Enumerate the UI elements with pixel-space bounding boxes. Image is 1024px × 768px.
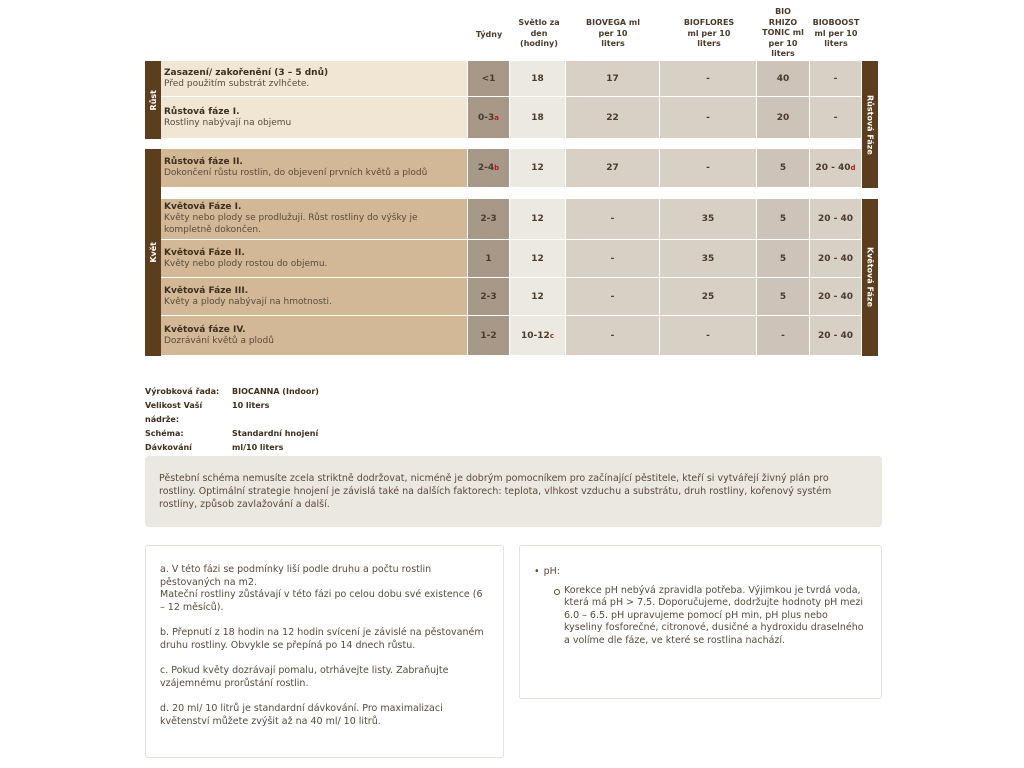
info-note: Pěstební schéma nemusíte zcela striktně dodržovat, nicméně je dobrým pomocníkem pro začínající pěstitele, kteří si vytvářejí živný plán pro rostliny. Optimální strategie hnojení je závislá také na dalších faktorech: teplota, vlhkost vzduchu a substrátu, druh rostliny, kořenový systém rostliny, způsob zavlažování a další. [145,456,882,527]
phase-description: Květy nebo plody rostou do objemu. [164,258,328,269]
light-cell [510,278,566,315]
weeks-cell-value: 0-3 [478,112,495,123]
weeks-cell-value: 1 [485,253,492,264]
footnote: a. V této fázi se podmínky liší podle druhu a počtu rostlin pěstovaných na m2. [160,564,432,588]
ph-text: Korekce pH nebývá zpravidla potřeba. Výjimkou je tvrdá voda, která má pH > 7.5. Doporučujeme, dodržujte hodnoty pH mezi 6.0 – 6.5. pH upravujeme pomocí pH min, pH plus nebo kyseliny fosforečné, citronové, dusičné a hydroxidu draselného a volíme dle fáze, ve které se rostlina nachází. [564,585,869,648]
light-cell-value: 18 [531,73,544,84]
biovega-cell [566,240,660,277]
phase-description: Před použitím substrát zvlhčete. [164,78,310,89]
biovega-cell [566,316,660,355]
bioboost-cell-value: 20 - 40 [817,214,854,224]
rhizo-cell-value: - [781,330,785,341]
weeks-cell-value: 2-3 [480,214,497,224]
phase-cell [161,97,468,138]
table-row [161,278,862,316]
bioboost-cell-value: 20 - 40 [815,163,851,173]
weeks-cell [468,61,510,96]
bioboost-cell [810,199,862,239]
light-cell [510,97,566,138]
light-cell-value: 18 [531,112,544,123]
bioflores-cell [660,97,757,138]
light-cell [510,61,566,96]
header-light: Světlo za den (hodiny) [518,18,560,48]
bioboost-cell [810,97,862,138]
phase-description: Květy a plody nabývají na hmotnosti. [164,296,332,307]
info-row [145,441,319,455]
biovega-cell-value: 27 [606,163,619,173]
biovega-cell-value: 17 [606,73,619,84]
phase-description: Rostliny nabývají na objemu [164,117,292,128]
footnote: Mateční rostliny zůstávají v této fázi po celou dobu své existence (6 – 12 měsíců). [160,589,483,613]
info-value: BIOCANNA (Indoor) [232,387,319,396]
phase-title: Květová Fáze I. [164,202,242,212]
bioboost-cell-value: - [833,73,838,84]
weeks-cell-value: 2-3 [480,291,497,302]
rhizo-cell [757,316,810,355]
weeks-cell [468,240,510,277]
feeding-schedule-table [145,61,878,356]
bioflores-cell [660,240,757,277]
bioflores-cell [660,316,757,355]
phase-title: Květová Fáze II. [164,247,245,258]
info-value: 10 liters [232,401,270,410]
light-cell [510,199,566,239]
biovega-cell [566,61,660,96]
light-cell-value: 12 [531,163,544,173]
side-label-growth: Růst [145,61,161,139]
phase-description: Dokončení růstu rostlin, do objevení prvních květů a plodů [164,168,428,178]
ph-card [519,545,882,699]
phase-cell [161,240,468,277]
phase-title: Růstová fáze I. [164,106,240,117]
table-row [161,97,862,139]
product-info [145,385,319,455]
weeks-cell-value: 2-4 [477,163,495,173]
bioflores-cell-value: 35 [701,214,715,224]
weeks-cell [468,149,510,187]
info-row [145,427,319,441]
light-cell-value: 12 [531,253,544,264]
rhizo-cell-value: 5 [779,291,787,302]
header-rhizo: BIO RHIZO TONIC ml per 10 liters [762,7,804,58]
rhizo-cell [757,149,810,187]
footnote: b. Přepnutí z 18 hodin na 12 hodin svícení je závislé na pěstovaném druhu rostliny. Obvykle se přepíná po 14 dnech růstu. [160,627,484,651]
bioflores-cell-value: 35 [701,253,715,264]
light-cell-value: 12 [531,214,544,224]
weeks-cell-value: 1-2 [480,330,497,341]
bioboost-cell-value: 20 - 40 [817,291,854,302]
bioflores-cell-value: - [706,330,710,341]
rhizo-cell [757,199,810,239]
footnote: d. 20 ml/ 10 litrů je standardní dávkování. Pro maximalizaci květenství můžete zvýšit až na 40 ml/ 10 litrů. [160,703,443,727]
biovega-cell [566,149,660,187]
bioboost-cell [810,240,862,277]
table-row [161,61,862,97]
bioboost-cell-value: 20 - 40 [817,253,854,264]
side-label-bloom-phase: Květová Fáze [862,199,878,356]
header-bioboost: BIOBOOST ml per 10 liters [812,18,860,48]
light-cell-value: 12 [531,291,544,302]
footnote-marker: d [850,164,856,172]
footnote-marker: b [494,164,500,172]
weeks-cell-value: <1 [481,73,496,84]
biovega-cell-value: - [610,330,615,341]
biovega-cell-value: 22 [606,112,619,123]
bioflores-cell-value: - [706,163,710,173]
info-label: Výrobková řada: [145,387,220,396]
header-bioflores: BIOFLORES ml per 10 liters [683,18,735,48]
table-row [161,316,862,356]
phase-cell [161,61,468,96]
biovega-cell [566,278,660,315]
rhizo-cell [757,61,810,96]
rhizo-cell-value: 5 [779,214,787,224]
bioboost-cell [810,61,862,96]
phase-title: Květová Fáze III. [164,285,249,296]
info-label: Dávkování [145,443,192,452]
footnote: c. Pokud květy dozrávají pomalu, otrhávejte listy. Zabraňujte vzájemnému prorůstání rostlin. [160,665,449,689]
weeks-cell [468,316,510,355]
table-row [161,199,862,240]
bioflores-cell-value: - [706,73,710,84]
bullet: • [534,566,540,577]
light-cell [510,149,566,187]
phase-title: Zasazení/ zakořenění (3 – 5 dnů) [164,67,329,78]
table-row [161,240,862,278]
weeks-cell [468,97,510,138]
phase-title: Květová fáze IV. [164,324,246,335]
rhizo-cell-value: 5 [779,253,787,264]
bioflores-cell [660,278,757,315]
light-cell [510,316,566,355]
rhizo-cell [757,97,810,138]
biovega-cell-value: - [610,214,615,224]
light-cell-value: 10-12 [521,330,550,341]
biovega-cell-value: - [610,253,615,264]
biovega-cell-value: - [610,291,615,302]
bioboost-cell [810,278,862,315]
phase-cell [161,278,468,315]
side-label-growth-phase: Růstová Fáze [862,61,878,188]
bioflores-cell [660,199,757,239]
biovega-cell [566,97,660,138]
info-value: Standardní hnojení [232,429,319,438]
rhizo-cell-value: 5 [779,163,787,173]
phase-description: Dozrávání květů a plodů [164,335,274,346]
info-row [145,399,319,427]
rhizo-cell-value: 20 [776,112,790,123]
footnote-marker: c [549,331,554,340]
ph-label: pH: [543,566,560,577]
info-row [145,385,319,399]
bioboost-cell-value: 20 - 40 [817,330,854,341]
bioflores-cell [660,149,757,187]
bioboost-cell [810,316,862,355]
header-weeks: Týdny [475,30,503,39]
rhizo-cell [757,240,810,277]
footnotes-card [145,545,504,758]
bioflores-cell [660,61,757,96]
light-cell [510,240,566,277]
phase-cell [161,316,468,355]
info-value: ml/10 liters [232,443,284,452]
phase-title: Růstová fáze II. [164,157,243,167]
rhizo-cell-value: 40 [776,73,790,84]
bioboost-cell-value: - [833,112,838,123]
rhizo-cell [757,278,810,315]
bioboost-cell [810,149,862,187]
phase-cell [161,199,468,239]
footnote-marker: a [494,113,499,122]
info-label: Schéma: [145,429,184,438]
biovega-cell [566,199,660,239]
bioflores-cell-value: - [706,112,710,123]
weeks-cell [468,278,510,315]
info-label: Velikost Vaší nádrže: [145,401,203,424]
table-row [161,149,862,188]
side-label-bloom: Květ [145,149,161,356]
header-biovega: BIOVEGA ml per 10 liters [586,18,640,48]
phase-description: Květy nebo plody se prodlužují. Růst rostliny do výšky je kompletně dokončen. [164,213,418,235]
bioflores-cell-value: 25 [701,291,715,302]
phase-cell [161,149,468,187]
weeks-cell [468,199,510,239]
